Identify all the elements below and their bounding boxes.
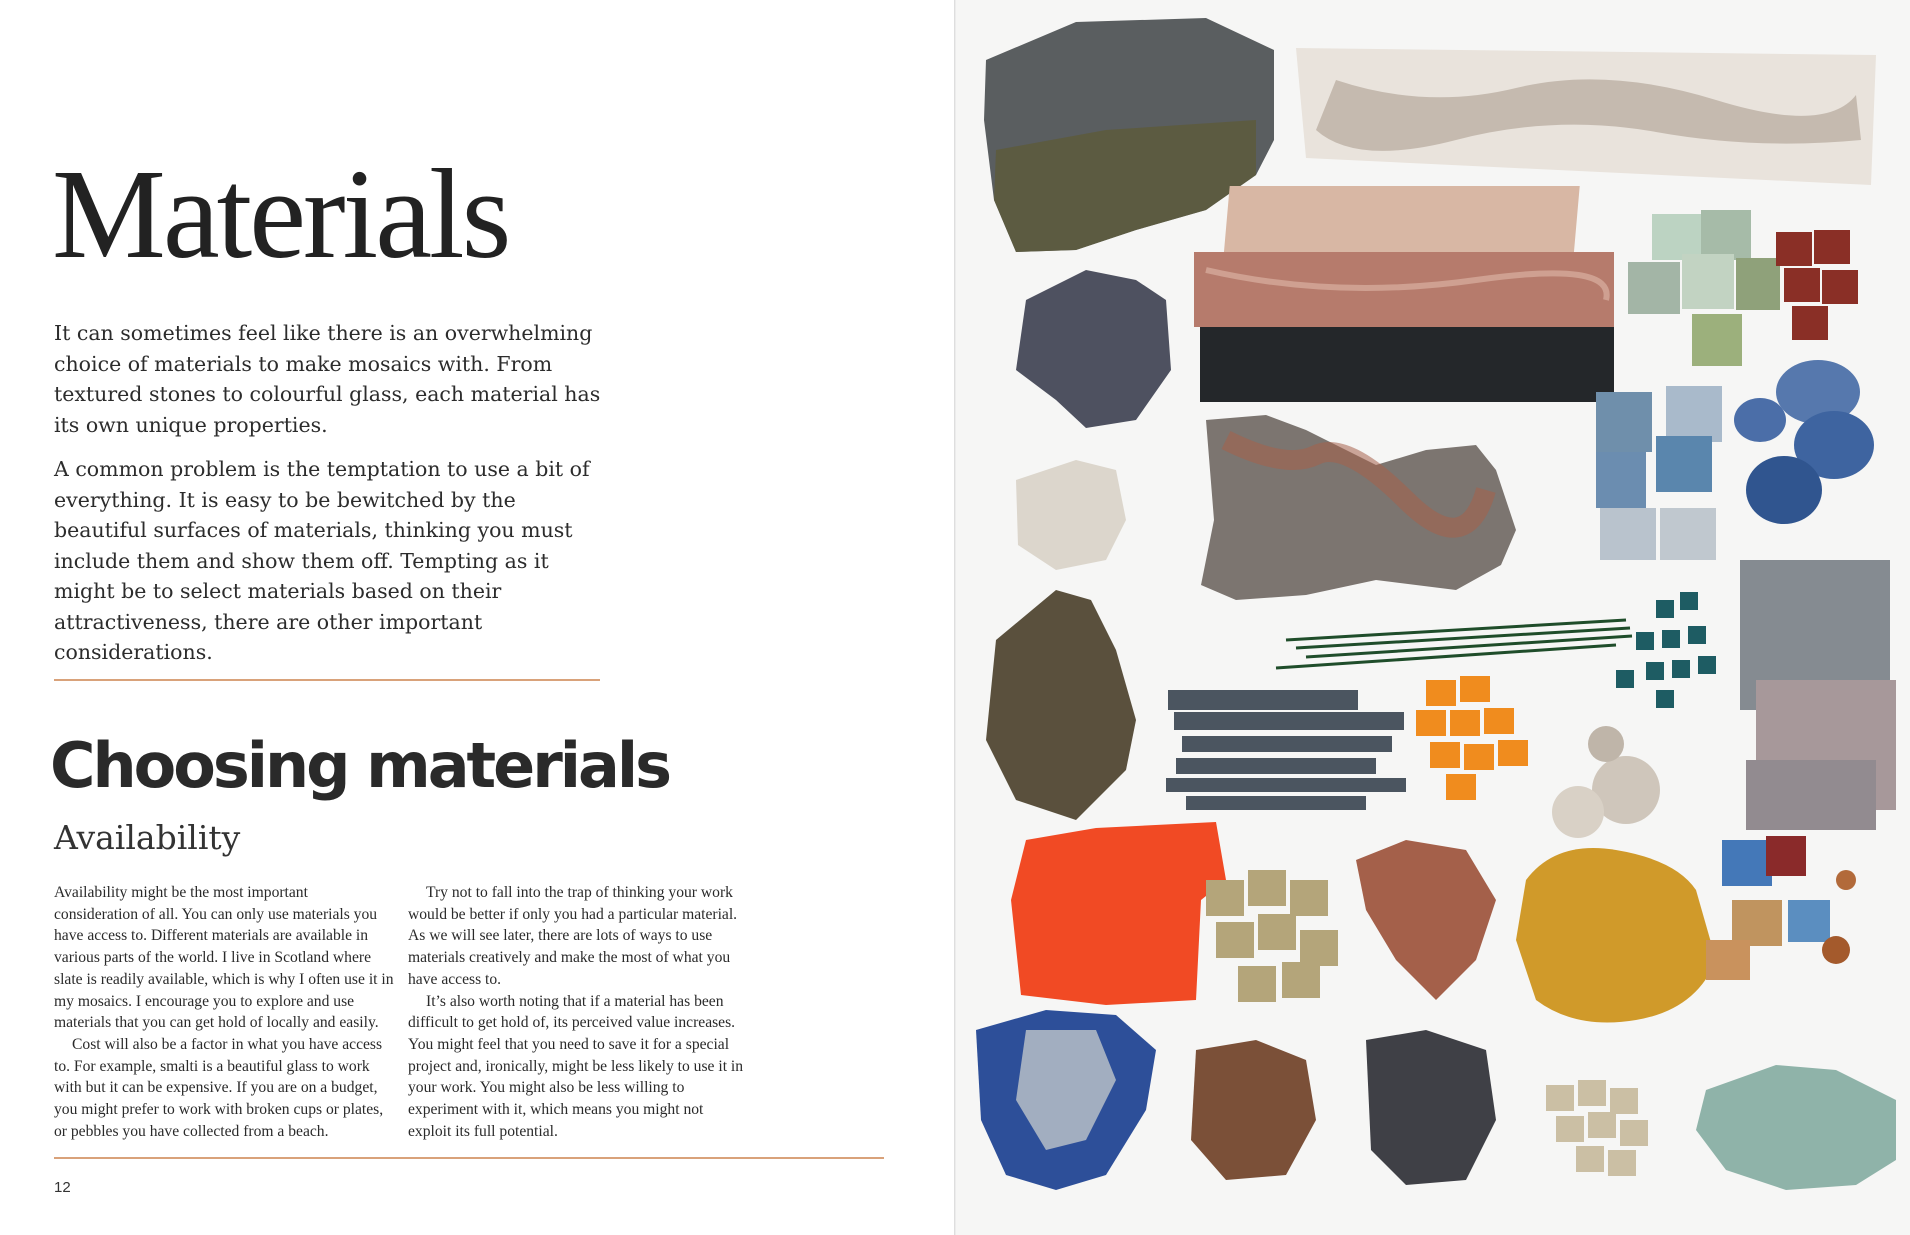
dark-slate-bits: [1366, 1030, 1496, 1185]
blue-tiles: [1596, 386, 1722, 560]
body-paragraph: It’s also worth noting that if a material has been difficult to get hold of, its perceived value increases. You might feel that you need to save it for a special project and, ironically, might be less likely to use it in your work. You might also be less willing to experiment with it, which means you might not exploit its full potential.: [408, 992, 744, 1140]
intro-paragraph: A common problem is the temptation to use a bit of everything. It is easy to be bewitched by the beautiful surfaces of materials, thinking you must include them and show them off. Tempting as it might be to select materials based on their attractiveness, there are other important considerations.: [54, 457, 590, 664]
beige-stone-tiles: [1546, 1080, 1648, 1176]
terracotta-shards: [1356, 840, 1496, 1000]
aventurine-stones: [1696, 1065, 1896, 1190]
ochre-pigment: [1516, 848, 1716, 1023]
red-glass-tiles: [1776, 230, 1858, 340]
green-tile: [1652, 214, 1704, 260]
page-title: Materials: [52, 143, 509, 285]
gold-mirror-tiles: [1206, 870, 1338, 1002]
marble-bar-light: [1224, 186, 1580, 256]
body-paragraph: Availability might be the most important consideration of all. You can only use materials you have access to. Different materials are available in various parts of the world. I live in Scotland where slate is readily available, which is why I often use it in my mosaics. I encourage you to explore and use materials that you can get hold of locally and easily.: [54, 884, 394, 1032]
body-column-1: [54, 882, 394, 1142]
orange-glass-tiles: [1416, 676, 1528, 800]
materials-photo: [956, 0, 1910, 1235]
teal-glass-tiles: [1616, 592, 1716, 708]
body-paragraph: Try not to fall into the trap of thinking your work would be better if only you had a particular material. As we will see later, there are lots of ways to use materials creatively and make the most of what you have access to.: [408, 884, 738, 988]
black-bar: [1200, 327, 1614, 402]
brown-stones: [1191, 1040, 1316, 1180]
body-column-2: [408, 882, 748, 1142]
slate-sticks: [1166, 690, 1406, 810]
subheading: Availability: [54, 818, 241, 857]
materials-photo-illustration: [956, 0, 1910, 1235]
body-paragraph: Cost will also be a factor in what you have access to. For example, smalti is a beautiful glass to work with but it can be expensive. If you are on a budget, you might prefer to work with broken cups or plates, or pebbles you have collected from a beach.: [54, 1035, 384, 1140]
section-heading: Choosing materials: [50, 729, 670, 802]
left-page: [0, 0, 954, 1235]
red-glass-sheet: [1011, 822, 1226, 1005]
smalti-mix: [1706, 836, 1856, 980]
footer-rule: [54, 1157, 884, 1159]
white-quartz: [1016, 460, 1126, 570]
page-number: 12: [54, 1179, 71, 1196]
dark-rocks: [986, 590, 1136, 820]
green-rods: [1276, 620, 1632, 668]
intro-text: [54, 318, 614, 682]
divider-rule: [54, 679, 600, 681]
intro-paragraph: It can sometimes feel like there is an overwhelming choice of materials to make mosaics with. From textured stones to colourful glass, each material has its own unique properties.: [54, 321, 601, 437]
slate-chips: [1016, 270, 1171, 428]
